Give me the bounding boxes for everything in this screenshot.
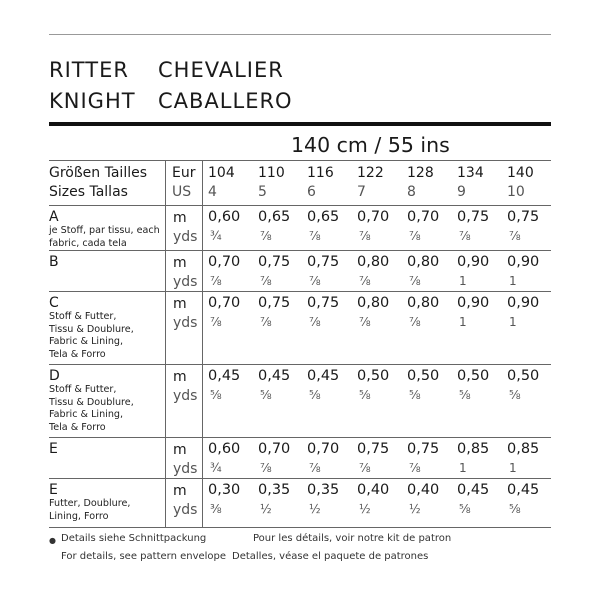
size-eur-110: 110 <box>258 165 285 181</box>
yard-value: ⅞ <box>359 315 371 329</box>
meter-value: 0,75 <box>258 295 291 311</box>
yard-value: ½ <box>309 502 321 516</box>
unit-m: m <box>173 210 187 226</box>
title-chevalier: CHEVALIER <box>158 58 284 82</box>
unit-us: US <box>172 184 192 200</box>
yard-value: ⅞ <box>409 229 421 243</box>
row-rule-c <box>49 364 551 365</box>
size-eur-116: 116 <box>307 165 334 181</box>
yard-value: ⅞ <box>459 229 471 243</box>
unit-yds: yds <box>173 229 198 245</box>
unit-yds: yds <box>173 315 198 331</box>
meter-value: 0,70 <box>258 441 291 457</box>
yard-value: ⅞ <box>409 461 421 475</box>
yard-value: ⅝ <box>210 388 222 402</box>
label-col-divider <box>165 160 166 527</box>
yard-value: ⅞ <box>359 461 371 475</box>
meter-value: 0,80 <box>407 295 440 311</box>
yard-value: ⅝ <box>409 388 421 402</box>
meter-value: 0,60 <box>208 441 241 457</box>
yard-value: ⅞ <box>210 274 222 288</box>
yard-value: 1 <box>459 274 467 288</box>
yard-value: 1 <box>509 315 517 329</box>
size-eur-134: 134 <box>457 165 484 181</box>
yard-value: ⅞ <box>409 315 421 329</box>
unit-yds: yds <box>173 388 198 404</box>
fabric-width-heading: 140 cm / 55 ins <box>291 133 450 157</box>
yard-value: ⅞ <box>260 274 272 288</box>
yard-value: ⅝ <box>260 388 272 402</box>
yard-value: 1 <box>509 461 517 475</box>
meter-value: 0,90 <box>507 254 540 270</box>
meter-value: 0,65 <box>307 209 340 225</box>
row-description: Stoff & Futter, Tissu & Doublure, Fabric & Lining, Tela & Forro <box>49 311 134 360</box>
yard-value: ⅝ <box>509 502 521 516</box>
yard-value: ⅞ <box>309 274 321 288</box>
row-label: C <box>49 295 59 311</box>
meter-value: 0,90 <box>457 295 490 311</box>
width-rule <box>49 160 551 161</box>
title-ritter: RITTER <box>49 58 129 82</box>
meter-value: 0,50 <box>357 368 390 384</box>
yard-value: ⅞ <box>509 229 521 243</box>
unit-m: m <box>173 442 187 458</box>
sizes-label-1: Größen Tailles <box>49 165 148 181</box>
unit-yds: yds <box>173 502 198 518</box>
yard-value: 1 <box>509 274 517 288</box>
meter-value: 0,75 <box>307 295 340 311</box>
meter-value: 0,45 <box>307 368 340 384</box>
row-label: A <box>49 209 59 225</box>
footer-de: Details siehe Schnittpackung <box>61 533 207 544</box>
yard-value: ⅞ <box>210 315 222 329</box>
row-label: B <box>49 254 59 270</box>
row-description: Stoff & Futter, Tissu & Doublure, Fabric & Lining, Tela & Forro <box>49 384 134 433</box>
footer-bullet: ● <box>49 536 56 545</box>
unit-m: m <box>173 296 187 312</box>
yard-value: ½ <box>409 502 421 516</box>
meter-value: 0,75 <box>507 209 540 225</box>
yard-value: ⅝ <box>459 502 471 516</box>
meter-value: 0,65 <box>258 209 291 225</box>
row-rule-b <box>49 291 551 292</box>
row-rule-a <box>49 250 551 251</box>
yard-value: ¾ <box>210 461 222 475</box>
unit-m: m <box>173 369 187 385</box>
size-eur-122: 122 <box>357 165 384 181</box>
meter-value: 0,50 <box>457 368 490 384</box>
size-us-4: 4 <box>208 184 217 200</box>
title-rule <box>49 122 551 126</box>
bottom-rule <box>49 527 551 528</box>
yard-value: ⅞ <box>409 274 421 288</box>
meter-value: 0,85 <box>457 441 490 457</box>
size-us-6: 6 <box>307 184 316 200</box>
row-description: je Stoff, par tissu, each fabric, cada tela <box>49 225 160 249</box>
unit-m: m <box>173 483 187 499</box>
yard-value: 1 <box>459 461 467 475</box>
unit-m: m <box>173 255 187 271</box>
yard-value: ⅞ <box>309 461 321 475</box>
footer-fr: Pour les détails, voir notre kit de patron <box>253 533 452 544</box>
meter-value: 0,85 <box>507 441 540 457</box>
size-us-7: 7 <box>357 184 366 200</box>
row-description: Futter, Doublure, Lining, Forro <box>49 498 131 522</box>
unit-yds: yds <box>173 461 198 477</box>
meter-value: 0,40 <box>357 482 390 498</box>
yard-value: ⅞ <box>260 229 272 243</box>
meter-value: 0,75 <box>258 254 291 270</box>
size-us-9: 9 <box>457 184 466 200</box>
meter-value: 0,80 <box>407 254 440 270</box>
footer-en: For details, see pattern envelope <box>61 551 227 562</box>
meter-value: 0,35 <box>307 482 340 498</box>
yard-value: ⅝ <box>309 388 321 402</box>
size-eur-128: 128 <box>407 165 434 181</box>
unit-yds: yds <box>173 274 198 290</box>
meter-value: 0,45 <box>457 482 490 498</box>
meter-value: 0,50 <box>507 368 540 384</box>
size-us-5: 5 <box>258 184 267 200</box>
yard-value: ⅝ <box>359 388 371 402</box>
size-us-10: 10 <box>507 184 525 200</box>
yard-value: ½ <box>359 502 371 516</box>
title-caballero: CABALLERO <box>158 89 293 113</box>
size-eur-140: 140 <box>507 165 534 181</box>
meter-value: 0,75 <box>357 441 390 457</box>
meter-value: 0,40 <box>407 482 440 498</box>
meter-value: 0,75 <box>307 254 340 270</box>
meter-value: 0,60 <box>208 209 241 225</box>
yard-value: ⅝ <box>459 388 471 402</box>
meter-value: 0,45 <box>507 482 540 498</box>
meter-value: 0,80 <box>357 295 390 311</box>
yard-value: ½ <box>260 502 272 516</box>
meter-value: 0,90 <box>457 254 490 270</box>
meter-value: 0,75 <box>457 209 490 225</box>
meter-value: 0,45 <box>208 368 241 384</box>
yard-value: ⅞ <box>260 315 272 329</box>
row-label: E <box>49 482 58 498</box>
row-label: D <box>49 368 60 384</box>
meter-value: 0,70 <box>357 209 390 225</box>
size-eur-104: 104 <box>208 165 235 181</box>
meter-value: 0,90 <box>507 295 540 311</box>
yard-value: 1 <box>459 315 467 329</box>
meter-value: 0,30 <box>208 482 241 498</box>
meter-value: 0,70 <box>307 441 340 457</box>
row-rule-d <box>49 437 551 438</box>
row-label: E <box>49 441 58 457</box>
yard-value: ⅞ <box>260 461 272 475</box>
yard-value: ¾ <box>210 229 222 243</box>
row-rule-e <box>49 478 551 479</box>
yard-value: ⅞ <box>309 315 321 329</box>
yard-value: ⅞ <box>309 229 321 243</box>
meter-value: 0,50 <box>407 368 440 384</box>
meter-value: 0,45 <box>258 368 291 384</box>
footer-es: Detalles, véase el paquete de patrones <box>232 551 429 562</box>
meter-value: 0,70 <box>208 295 241 311</box>
unit-eur: Eur <box>172 165 196 181</box>
yard-value: ⅜ <box>210 502 222 516</box>
meter-value: 0,70 <box>407 209 440 225</box>
top-rule <box>49 34 551 35</box>
meter-value: 0,75 <box>407 441 440 457</box>
yard-value: ⅞ <box>359 274 371 288</box>
size-us-8: 8 <box>407 184 416 200</box>
title-knight: KNIGHT <box>49 89 136 113</box>
meter-value: 0,80 <box>357 254 390 270</box>
unit-col-divider <box>202 160 203 527</box>
yard-value: ⅝ <box>509 388 521 402</box>
meter-value: 0,35 <box>258 482 291 498</box>
sizes-label-2: Sizes Tallas <box>49 184 128 200</box>
meter-value: 0,70 <box>208 254 241 270</box>
yard-value: ⅞ <box>359 229 371 243</box>
header-rule <box>49 205 551 206</box>
